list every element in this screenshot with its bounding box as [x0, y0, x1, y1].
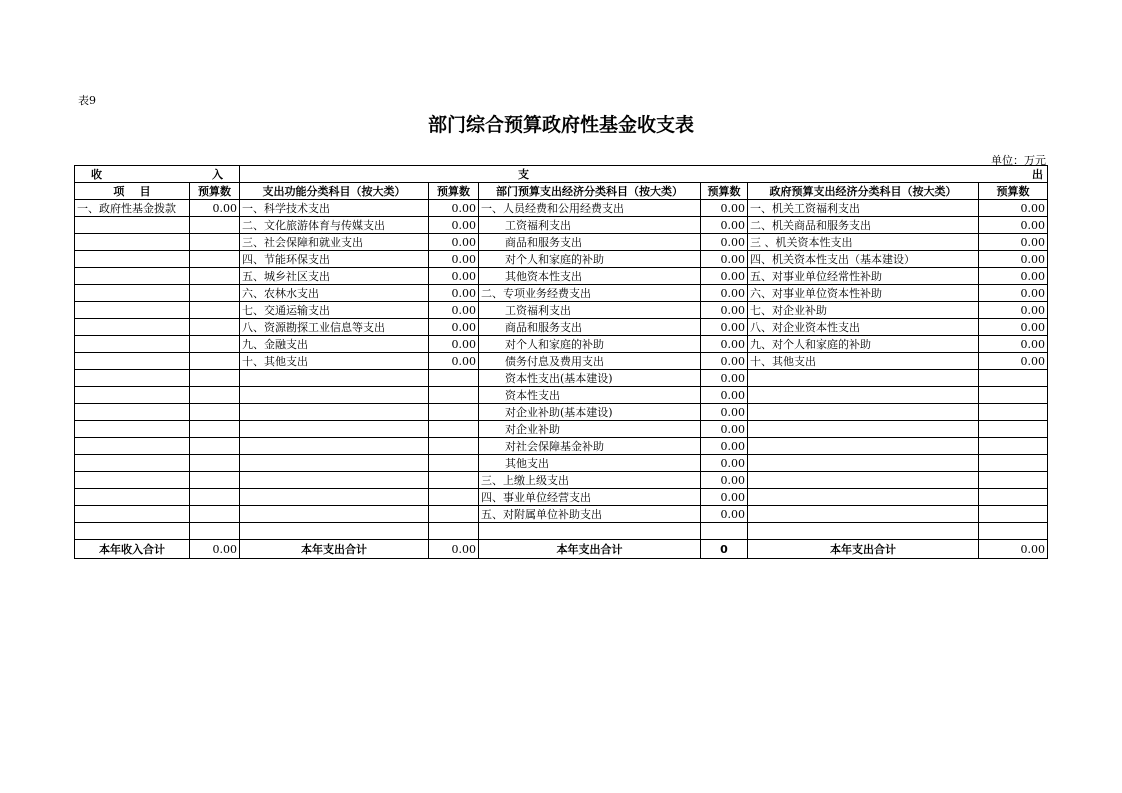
income-value-cell: 0.00	[190, 200, 240, 217]
gov-item-cell: 五、对事业单位经常性补助	[748, 268, 979, 285]
func-value-cell: 0.00	[429, 234, 479, 251]
total-dept-value: 0	[701, 540, 748, 559]
gov-value-cell: 0.00	[979, 200, 1048, 217]
table-row	[75, 421, 1048, 438]
income-item-cell	[75, 404, 190, 421]
gov-item-cell	[748, 506, 979, 523]
gov-value-cell	[979, 472, 1048, 489]
dept-value-cell: 0.00	[701, 251, 748, 268]
gov-value-cell	[979, 370, 1048, 387]
dept-item-cell: 工资福利支出	[479, 302, 701, 319]
gov-value-cell: 0.00	[979, 353, 1048, 370]
dept-value-cell: 0.00	[701, 489, 748, 506]
total-func-label: 本年支出合计	[240, 540, 429, 559]
gov-item-cell: 八、对企业资本性支出	[748, 319, 979, 336]
income-item-cell	[75, 217, 190, 234]
dept-value-cell: 0.00	[701, 200, 748, 217]
dept-item-cell: 对社会保障基金补助	[479, 438, 701, 455]
income-value-cell	[190, 438, 240, 455]
table-row	[75, 404, 1048, 421]
total-income-label: 本年收入合计	[75, 540, 190, 559]
expense-group-header	[240, 166, 1048, 183]
unit-label: 单位：万元	[991, 154, 1046, 167]
dept-value-cell: 0.00	[701, 217, 748, 234]
table-row	[75, 387, 1048, 404]
func-item-cell: 八、资源勘探工业信息等支出	[240, 319, 429, 336]
func-value-cell	[429, 421, 479, 438]
col-header-func-class: 支出功能分类科目（按大类）	[240, 183, 429, 200]
dept-item-cell: 三、上缴上级支出	[479, 472, 701, 489]
col-header-dept-econ: 部门预算支出经济分类科目（按大类）	[479, 183, 701, 200]
dept-item-cell: 对企业补助(基本建设)	[479, 404, 701, 421]
table-row	[75, 285, 1048, 302]
income-item-cell	[75, 523, 190, 540]
gov-item-cell	[748, 489, 979, 506]
gov-item-cell	[748, 523, 979, 540]
func-value-cell: 0.00	[429, 268, 479, 285]
func-item-cell	[240, 455, 429, 472]
dept-value-cell: 0.00	[701, 455, 748, 472]
func-item-cell: 九、金融支出	[240, 336, 429, 353]
gov-item-cell: 一、机关工资福利支出	[748, 200, 979, 217]
col-header-budget-func: 预算数	[429, 183, 479, 200]
income-item-cell	[75, 319, 190, 336]
income-item-cell	[75, 455, 190, 472]
func-value-cell: 0.00	[429, 319, 479, 336]
dept-value-cell: 0.00	[701, 438, 748, 455]
gov-item-cell	[748, 370, 979, 387]
func-item-cell: 三、社会保障和就业支出	[240, 234, 429, 251]
income-item-cell: 一、政府性基金拨款	[75, 200, 190, 217]
dept-value-cell: 0.00	[701, 302, 748, 319]
func-value-cell	[429, 404, 479, 421]
gov-item-cell: 九、对个人和家庭的补助	[748, 336, 979, 353]
income-value-cell	[190, 302, 240, 319]
gov-value-cell	[979, 506, 1048, 523]
dept-value-cell: 0.00	[701, 506, 748, 523]
dept-item-cell: 资本性支出	[479, 387, 701, 404]
income-value-cell	[190, 353, 240, 370]
gov-item-cell	[748, 472, 979, 489]
func-value-cell	[429, 455, 479, 472]
income-item-cell	[75, 268, 190, 285]
col-header-gov-econ: 政府预算支出经济分类科目（按大类）	[748, 183, 979, 200]
dept-item-cell: 其他资本性支出	[479, 268, 701, 285]
gov-value-cell: 0.00	[979, 336, 1048, 353]
table-row	[75, 353, 1048, 370]
income-item-cell	[75, 302, 190, 319]
income-item-cell	[75, 234, 190, 251]
table-row	[75, 268, 1048, 285]
dept-value-cell: 0.00	[701, 319, 748, 336]
gov-item-cell	[748, 387, 979, 404]
func-value-cell	[429, 387, 479, 404]
gov-value-cell: 0.00	[979, 268, 1048, 285]
func-item-cell	[240, 472, 429, 489]
income-value-cell	[190, 251, 240, 268]
income-value-cell	[190, 285, 240, 302]
gov-item-cell	[748, 421, 979, 438]
func-item-cell	[240, 387, 429, 404]
func-value-cell: 0.00	[429, 200, 479, 217]
dept-item-cell	[479, 523, 701, 540]
total-gov-value: 0.00	[979, 540, 1048, 559]
gov-item-cell: 二、机关商品和服务支出	[748, 217, 979, 234]
dept-item-cell: 资本性支出(基本建设)	[479, 370, 701, 387]
dept-value-cell: 0.00	[701, 472, 748, 489]
dept-item-cell: 五、对附属单位补助支出	[479, 506, 701, 523]
func-item-cell: 七、交通运输支出	[240, 302, 429, 319]
gov-value-cell	[979, 489, 1048, 506]
func-item-cell	[240, 438, 429, 455]
table-row	[75, 217, 1048, 234]
budget-table	[74, 165, 1048, 559]
income-group-label-a: 收	[91, 167, 102, 181]
dept-item-cell: 二、专项业务经费支出	[479, 285, 701, 302]
dept-item-cell: 对个人和家庭的补助	[479, 251, 701, 268]
income-value-cell	[190, 319, 240, 336]
func-value-cell: 0.00	[429, 285, 479, 302]
table-row	[75, 438, 1048, 455]
func-item-cell	[240, 370, 429, 387]
gov-item-cell	[748, 404, 979, 421]
gov-value-cell: 0.00	[979, 302, 1048, 319]
gov-value-cell	[979, 455, 1048, 472]
func-item-cell	[240, 523, 429, 540]
dept-item-cell: 对个人和家庭的补助	[479, 336, 701, 353]
gov-item-cell: 十、其他支出	[748, 353, 979, 370]
func-value-cell	[429, 523, 479, 540]
total-gov-label: 本年支出合计	[748, 540, 979, 559]
income-group-label-b: 入	[212, 167, 223, 181]
func-value-cell	[429, 506, 479, 523]
func-item-cell	[240, 489, 429, 506]
income-value-cell	[190, 234, 240, 251]
func-item-cell: 四、节能环保支出	[240, 251, 429, 268]
gov-value-cell: 0.00	[979, 319, 1048, 336]
gov-value-cell	[979, 387, 1048, 404]
func-value-cell: 0.00	[429, 353, 479, 370]
func-item-cell: 一、科学技术支出	[240, 200, 429, 217]
gov-value-cell	[979, 421, 1048, 438]
income-value-cell	[190, 370, 240, 387]
income-value-cell	[190, 489, 240, 506]
income-value-cell	[190, 455, 240, 472]
expense-group-label-b: 出	[1032, 167, 1044, 181]
func-value-cell	[429, 489, 479, 506]
dept-item-cell: 商品和服务支出	[479, 234, 701, 251]
gov-item-cell: 四、机关资本性支出（基本建设）	[748, 251, 979, 268]
income-value-cell	[190, 472, 240, 489]
income-value-cell	[190, 404, 240, 421]
func-value-cell	[429, 438, 479, 455]
income-group-header	[75, 166, 240, 183]
gov-value-cell	[979, 404, 1048, 421]
totals-row	[75, 540, 1048, 559]
col-header-budget-income: 预算数	[190, 183, 240, 200]
dept-item-cell: 一、人员经费和公用经费支出	[479, 200, 701, 217]
income-value-cell	[190, 506, 240, 523]
dept-item-cell: 四、事业单位经营支出	[479, 489, 701, 506]
dept-item-cell: 其他支出	[479, 455, 701, 472]
dept-value-cell: 0.00	[701, 234, 748, 251]
gov-item-cell: 七、对企业补助	[748, 302, 979, 319]
func-item-cell: 十、其他支出	[240, 353, 429, 370]
func-value-cell	[429, 472, 479, 489]
dept-value-cell: 0.00	[701, 336, 748, 353]
dept-item-cell: 对企业补助	[479, 421, 701, 438]
dept-item-cell: 债务付息及费用支出	[479, 353, 701, 370]
table-row	[75, 319, 1048, 336]
income-value-cell	[190, 217, 240, 234]
table-number: 表9	[78, 94, 96, 107]
func-value-cell: 0.00	[429, 302, 479, 319]
col-header-budget-gov: 预算数	[979, 183, 1048, 200]
table-row	[75, 251, 1048, 268]
income-item-cell	[75, 421, 190, 438]
income-value-cell	[190, 523, 240, 540]
func-item-cell	[240, 404, 429, 421]
income-item-cell	[75, 285, 190, 302]
func-value-cell: 0.00	[429, 217, 479, 234]
func-value-cell	[429, 370, 479, 387]
group-header-row	[75, 166, 1048, 183]
table-row	[75, 472, 1048, 489]
func-value-cell: 0.00	[429, 251, 479, 268]
dept-item-cell: 工资福利支出	[479, 217, 701, 234]
dept-value-cell: 0.00	[701, 387, 748, 404]
total-func-value: 0.00	[429, 540, 479, 559]
dept-value-cell: 0.00	[701, 285, 748, 302]
table-row	[75, 302, 1048, 319]
dept-value-cell: 0.00	[701, 404, 748, 421]
income-value-cell	[190, 421, 240, 438]
gov-value-cell: 0.00	[979, 251, 1048, 268]
table-row	[75, 455, 1048, 472]
dept-value-cell: 0.00	[701, 268, 748, 285]
income-item-cell	[75, 438, 190, 455]
income-item-cell	[75, 336, 190, 353]
total-income-value: 0.00	[190, 540, 240, 559]
income-item-cell	[75, 472, 190, 489]
col-header-budget-dept: 预算数	[701, 183, 748, 200]
income-item-cell	[75, 506, 190, 523]
col-header-item: 项 目	[75, 183, 190, 200]
func-item-cell: 五、城乡社区支出	[240, 268, 429, 285]
table-row	[75, 336, 1048, 353]
table-row	[75, 489, 1048, 506]
dept-value-cell: 0.00	[701, 370, 748, 387]
income-item-cell	[75, 387, 190, 404]
func-item-cell	[240, 421, 429, 438]
func-item-cell: 二、文化旅游体育与传媒支出	[240, 217, 429, 234]
income-item-cell	[75, 251, 190, 268]
income-value-cell	[190, 387, 240, 404]
table-row	[75, 370, 1048, 387]
income-value-cell	[190, 268, 240, 285]
gov-value-cell: 0.00	[979, 285, 1048, 302]
gov-item-cell	[748, 438, 979, 455]
gov-value-cell	[979, 438, 1048, 455]
table-row	[75, 200, 1048, 217]
dept-value-cell: 0.00	[701, 353, 748, 370]
gov-item-cell: 六、对事业单位资本性补助	[748, 285, 979, 302]
func-value-cell: 0.00	[429, 336, 479, 353]
dept-item-cell: 商品和服务支出	[479, 319, 701, 336]
column-header-row	[75, 183, 1048, 200]
income-item-cell	[75, 489, 190, 506]
gov-value-cell	[979, 523, 1048, 540]
func-item-cell: 六、农林水支出	[240, 285, 429, 302]
gov-value-cell: 0.00	[979, 217, 1048, 234]
gov-value-cell: 0.00	[979, 234, 1048, 251]
gov-item-cell: 三 、机关资本性支出	[748, 234, 979, 251]
dept-value-cell	[701, 523, 748, 540]
income-item-cell	[75, 353, 190, 370]
income-value-cell	[190, 336, 240, 353]
table-row	[75, 523, 1048, 540]
expense-group-label-a: 支	[518, 167, 529, 181]
total-dept-label: 本年支出合计	[479, 540, 701, 559]
table-row	[75, 506, 1048, 523]
func-item-cell	[240, 506, 429, 523]
gov-item-cell	[748, 455, 979, 472]
page-title: 部门综合预算政府性基金收支表	[427, 114, 694, 136]
income-item-cell	[75, 370, 190, 387]
dept-value-cell: 0.00	[701, 421, 748, 438]
table-row	[75, 234, 1048, 251]
